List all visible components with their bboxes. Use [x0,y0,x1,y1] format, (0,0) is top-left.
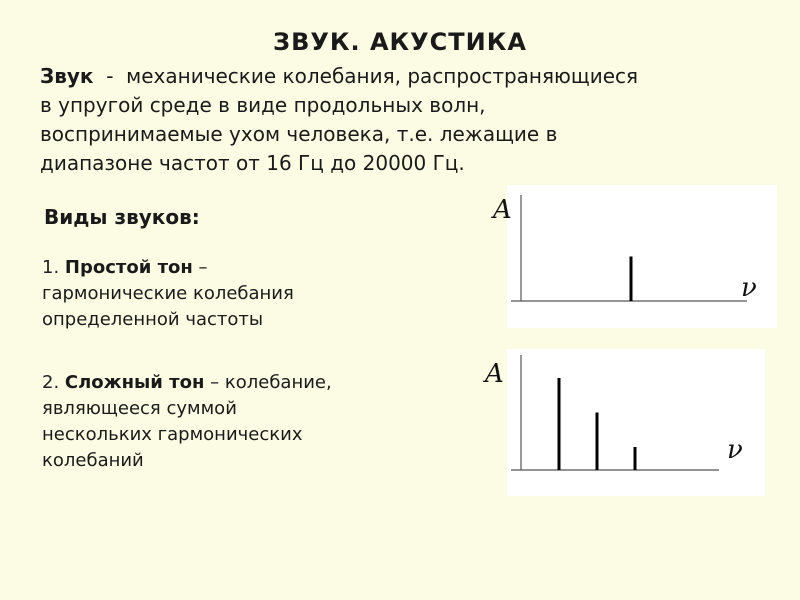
simple-tone-spectrum-svg [507,185,777,328]
simple-tone-line-2: гармонические колебания [42,283,294,304]
complex-tone-line-1 [42,370,482,396]
simple-tone-line-1-rest: – [192,257,208,278]
definition-term: Звук [40,64,94,88]
complex-tone-spectrum-chart [485,349,765,496]
complex-tone-spectrum-svg [507,349,765,496]
y-axis-label: A [485,359,504,389]
simple-tone-spectrum-chart [493,185,777,328]
definition-line-4: диапазоне частот от 16 Гц до 20000 Гц. [40,151,465,175]
complex-tone-line-3: нескольких гармонических [42,424,303,445]
complex-tone-term: Сложный тон [64,372,205,393]
simple-tone-line-3: определенной частоты [42,309,264,330]
slide-title: ЗВУК. АКУСТИКА [273,28,527,56]
definition-line-1-rest: - механические колебания, распространяющиеся [93,64,639,88]
simple-tone-term: Простой тон [64,257,193,278]
definition-line-3: воспринимаемые ухом человека, т.е. лежащие в [40,122,558,146]
definition-line-1 [40,62,780,91]
simple-tone-line-1 [42,255,482,281]
complex-tone-line-1-rest: – колебание, [204,372,332,393]
x-axis-label: ν [727,435,743,465]
sound-definition [40,62,780,178]
item-number: 1. [42,257,65,278]
complex-tone-line-4: колебаний [42,450,144,471]
complex-tone-item [42,370,482,474]
sound-types-heading: Виды звуков: [44,205,200,229]
definition-line-2: в упругой среде в виде продольных волн, [40,93,486,117]
simple-tone-item [42,255,482,333]
x-axis-label: ν [741,273,757,303]
complex-tone-line-2: являющееся суммой [42,398,237,419]
y-axis-label: A [493,195,512,225]
item-number: 2. [42,372,65,393]
